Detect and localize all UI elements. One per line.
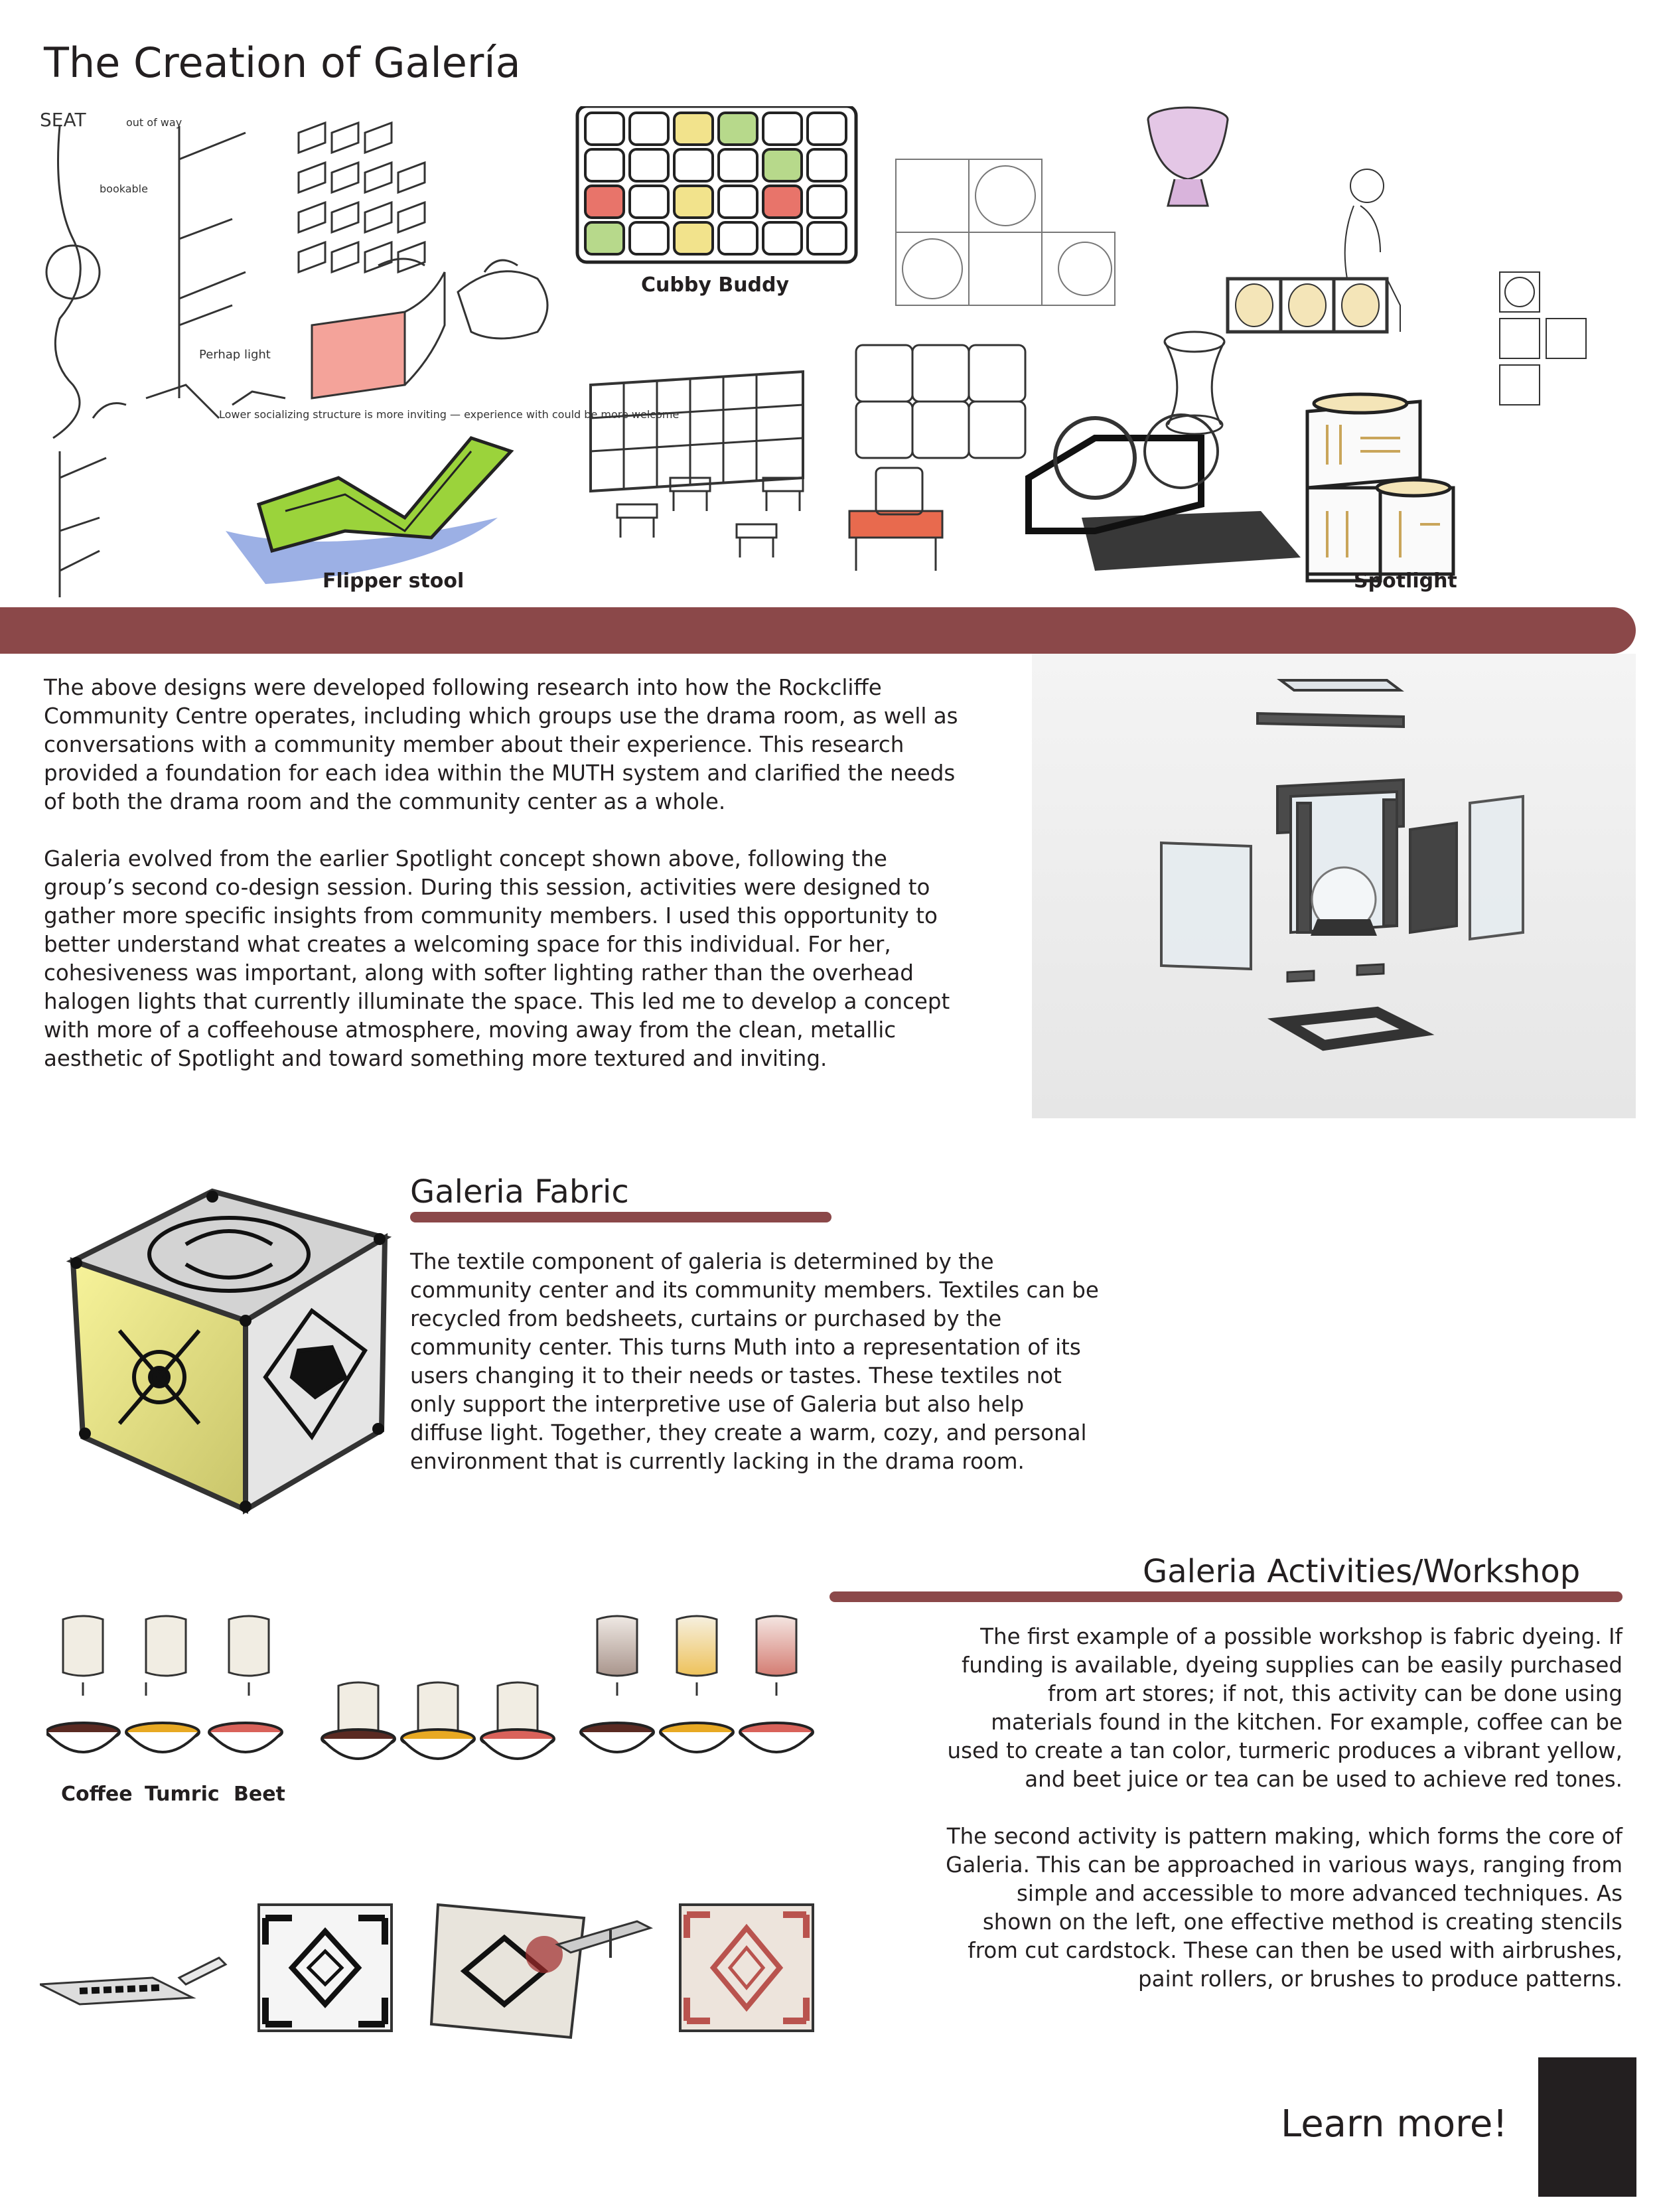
red-wall-box-sketch xyxy=(312,259,445,398)
section-divider-band xyxy=(0,607,1636,654)
activities-paragraph-2: The second activity is pattern making, which forms the core of Galeria. This can be approached in various ways, ranging from simple and accessible to more advanced techniques. As shown on the left, one effective method is creating stencils from cut cardstock. These can then be used with airbrushes, paint rollers, or brushes to produce patterns. xyxy=(946,1824,1623,1992)
cubby-cell xyxy=(630,113,668,145)
fabric-heading: Galeria Fabric xyxy=(410,1173,629,1211)
concept-sketches xyxy=(33,106,1639,611)
cubby-cell xyxy=(630,222,668,254)
bowl-sketch xyxy=(1148,108,1228,206)
page-title: The Creation of Galería xyxy=(44,38,521,87)
cubby-cell xyxy=(763,113,802,145)
grid-panel-sketch xyxy=(591,372,803,491)
cubby-cell xyxy=(763,149,802,181)
sphere-planter-sketch xyxy=(1029,415,1301,571)
flipper-stool-sketch xyxy=(219,408,679,584)
cubby-cell xyxy=(719,149,757,181)
learn-more-link[interactable]: Learn more! xyxy=(1281,2102,1508,2146)
airbrush-stencil xyxy=(431,1905,650,2037)
intro-paragraph-1: The above designs were developed following research into how the Rockcliffe Community Centre operates, including which groups use the drama room, as well as conversations with a community member about their experience. This research provided a foundation for each idea within the MUTH system and clarified the needs of both the drama room and the community center as a whole. xyxy=(44,675,958,814)
handwriting-note: Lower socializing structure is more inviting — experience with could be more welcome xyxy=(219,408,680,421)
caption-spotlight: Spotlight xyxy=(1354,569,1457,593)
cubby-cell xyxy=(763,186,802,218)
dye-label-beet: Beet xyxy=(234,1783,285,1806)
cubby-cell xyxy=(719,222,757,254)
finished-pattern xyxy=(680,1905,813,2031)
caption-flipper-stool: Flipper stool xyxy=(323,569,465,593)
cube-sphere-sketch xyxy=(896,159,1115,305)
cubby-cell xyxy=(808,222,846,254)
handwriting-bookable: bookable xyxy=(100,183,148,195)
cubby-buddy-sketch xyxy=(577,106,856,262)
small-tables-sketch xyxy=(617,478,942,571)
exploded-view-render xyxy=(1032,654,1636,1118)
exploded-cube-illustration xyxy=(1032,654,1636,1118)
cubby-cell xyxy=(630,149,668,181)
activities-heading-rule xyxy=(830,1591,1623,1602)
spotlight-sketch xyxy=(1307,394,1453,581)
stencil-cardstock xyxy=(259,1905,392,2031)
cubby-cell xyxy=(808,186,846,218)
cubby-cell xyxy=(630,186,668,218)
cubby-cell xyxy=(719,113,757,145)
intro-paragraph-2: Galeria evolved from the earlier Spotlight concept shown above, following the group’s second co-design session. During this session, activities were designed to gather more specific insights from community members. I used this opportunity to better understand what creates a welcoming space for this individual. For her, cohesiveness was important, along with softer lighting rather than the overhead halogen lights that currently illuminate the space. This led me to develop a concept with more of a coffeehouse atmosphere, moving away from the clean, metallic aesthetic of Spotlight and toward something more textured and inviting. xyxy=(44,846,950,1071)
cubby-cell xyxy=(585,222,624,254)
modular-cubes-sketch xyxy=(856,345,1025,514)
cubby-cell xyxy=(719,186,757,218)
fabric-heading-rule xyxy=(410,1212,831,1222)
wall-shelf-sketch xyxy=(40,109,285,597)
cubby-cell xyxy=(674,222,713,254)
cubby-cell xyxy=(808,113,846,145)
stencil-making-illustration xyxy=(40,1891,836,2044)
cubby-cell xyxy=(585,113,624,145)
handwriting-out-of-way: out of way xyxy=(126,116,182,129)
person-on-bench-sketch xyxy=(1228,169,1400,332)
dye-label-tumric: Tumric xyxy=(145,1783,220,1806)
cubby-cell xyxy=(585,149,624,181)
shelf-grid-sketch xyxy=(299,123,425,272)
cubby-cell xyxy=(808,149,846,181)
cubby-cell xyxy=(674,113,713,145)
handwriting-seat: SEAT xyxy=(40,109,86,131)
handwriting-perhap-light: Perhap light xyxy=(199,348,271,362)
bag-sketch xyxy=(458,260,547,338)
galeria-fabric-cube xyxy=(53,1178,398,1516)
activities-heading: Galeria Activities/Workshop xyxy=(1143,1553,1581,1590)
cubby-cell xyxy=(674,186,713,218)
dye-label-coffee: Coffee xyxy=(61,1783,133,1806)
cutting-stencil xyxy=(40,1958,226,2004)
cubby-cell xyxy=(674,149,713,181)
caption-cubby-buddy: Cubby Buddy xyxy=(641,273,790,297)
fabric-body: The textile component of galeria is determined by the community center and its community members. Textiles can be recycled from bedsheets, curtains or purchased by the community center. This turns Muth into a representation of its users changing it to their needs or tastes. These textiles not only support the interpretive use of Galeria but also help diffuse light. Together, they create a warm, cozy, and personal environment that is currently lacking in the drama room. xyxy=(410,1249,1099,1474)
activities-text xyxy=(942,1623,1623,2022)
cubby-cell xyxy=(585,186,624,218)
cubby-cell xyxy=(763,222,802,254)
fabric-dyeing-illustration xyxy=(46,1613,830,1785)
panel-icons-sketch xyxy=(1500,272,1586,405)
activities-paragraph-1: The first example of a possible workshop is fabric dyeing. If funding is available, dyeing supplies can be easily purchased from art stores; if not, this activity can be done using materials found in the kitchen. For example, coffee can be used to create a tan color, turmeric produces a vibrant yellow, and beet juice or tea can be used to achieve red tones. xyxy=(947,1624,1623,1792)
qr-code-block[interactable] xyxy=(1538,2057,1636,2197)
intro-text xyxy=(44,674,973,1102)
